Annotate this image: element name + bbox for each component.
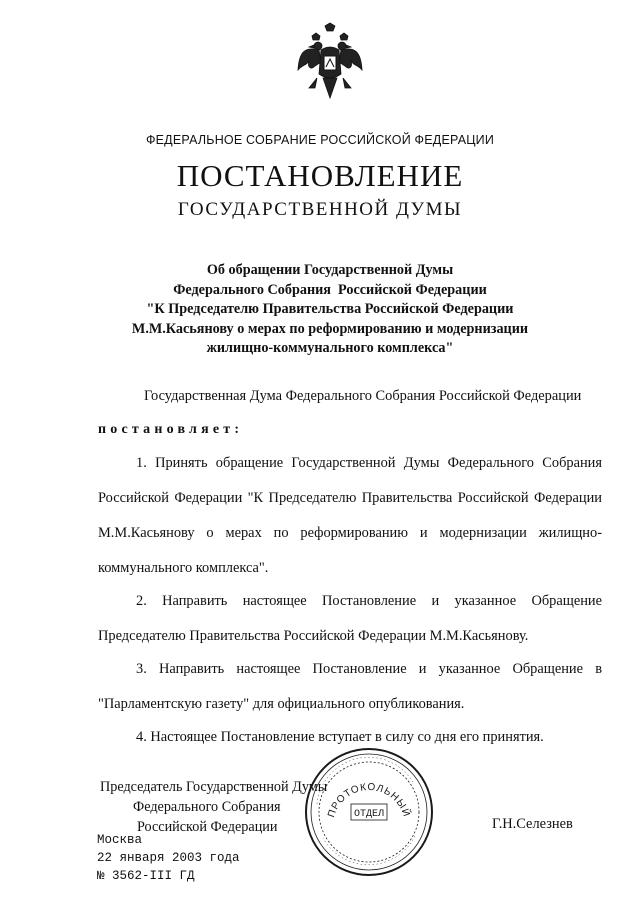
- double-headed-eagle-emblem-icon: [295, 22, 365, 106]
- assembly-heading: ФЕДЕРАЛЬНОЕ СОБРАНИЕ РОССИЙСКОЙ ФЕДЕРАЦИИ: [145, 133, 495, 147]
- stamp-top-text: ПРОТОКОЛЬНЫЙ: [326, 781, 412, 819]
- signatory-position: [100, 777, 330, 837]
- subject-title: [95, 261, 565, 359]
- stamp-center-text: ОТДЕЛ: [353, 809, 385, 820]
- subject-line: жилищно-коммунального комплекса": [206, 340, 454, 356]
- resolution-item-1: 1. Принять обращение Государственной Думы Федерального Собрания Российской Федерации "К Председателю Правительства Российской Федерации М.М.Касьянову о мерах по реформированию и модернизации жилищно-коммунального комплекса".: [98, 455, 602, 576]
- meta-city: Москва: [97, 833, 143, 847]
- signatory-name: Г.Н.Селезнев: [492, 816, 573, 832]
- preamble-text: Государственная Дума Федерального Собрания Российской Федерации: [144, 388, 582, 404]
- resolution-item-4: 4. Настоящее Постановление вступает в силу со дня его принятия.: [136, 729, 544, 745]
- position-line: Российской Федерации: [137, 819, 278, 835]
- document-type-title: ПОСТАНОВЛЕНИЕ: [176, 158, 464, 193]
- subject-line: Федерального Собрания Российской Федерации: [173, 281, 487, 298]
- subject-line: М.М.Касьянову о мерах по реформированию и модернизации: [131, 320, 529, 337]
- position-line: Федерального Собрания: [133, 799, 281, 815]
- position-line: Председатель Государственной Думы: [100, 779, 328, 795]
- subject-line: "К Председателю Правительства Российской Федерации: [146, 301, 514, 317]
- resolves-word: постановляет:: [98, 422, 244, 437]
- meta-date: 22 января 2003 года: [97, 851, 240, 865]
- subject-line: Об обращении Государственной Думы: [206, 262, 454, 278]
- meta-number: № 3562-III ГД: [97, 869, 195, 883]
- resolution-item-3: 3. Направить настоящее Постановление и указанное Обращение в "Парламентскую газету" для официального опубликования.: [98, 661, 602, 712]
- resolution-item-2: 2. Направить настоящее Постановление и указанное Обращение Председателю Правительства Российской Федерации М.М.Касьянову.: [98, 593, 602, 644]
- issuer-heading: ГОСУДАРСТВЕННОЙ ДУМЫ: [177, 199, 463, 220]
- round-seal-stamp-icon: [303, 746, 435, 878]
- document-meta: [97, 831, 240, 885]
